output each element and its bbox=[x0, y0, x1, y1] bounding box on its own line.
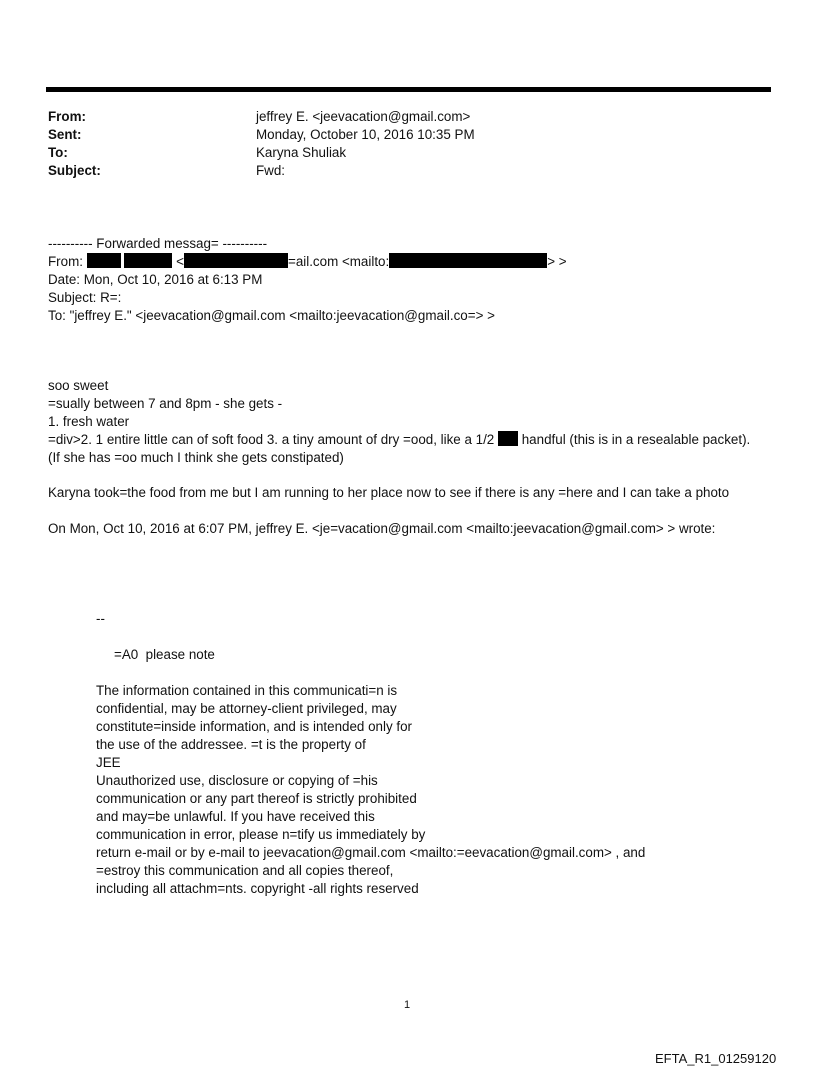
sent-value: Monday, October 10, 2016 10:35 PM bbox=[256, 127, 475, 142]
signature-note: =A0 please note bbox=[114, 647, 215, 662]
body-line4-part-a: =div>2. 1 entire little can of soft food 3. a tiny amount of dry =ood, like a 1/2 bbox=[48, 432, 495, 447]
disclaimer-line: confidential, may be attorney-client privileged, may bbox=[96, 701, 397, 716]
disclaimer-line: communication or any part thereof is strictly prohibited bbox=[96, 791, 417, 806]
redaction-box bbox=[87, 253, 121, 268]
redaction-box bbox=[389, 253, 547, 268]
body-line: soo sweet bbox=[48, 378, 109, 393]
body-line: 1. fresh water bbox=[48, 414, 130, 429]
header-rule bbox=[46, 87, 771, 92]
disclaimer-line: the use of the addressee. =t is the property of bbox=[96, 737, 366, 752]
body-line: Karyna took=the food from me but I am running to her place now to see if there is any =here and I can take a photo bbox=[48, 485, 730, 500]
redaction-box bbox=[184, 253, 288, 268]
body-line-redacted bbox=[48, 431, 750, 449]
forward-separator: ---------- Forwarded messag= ---------- bbox=[48, 236, 268, 251]
document-id: EFTA_R1_01259120 bbox=[655, 1051, 777, 1066]
disclaimer-line: =estroy this communication and all copies thereof, bbox=[96, 863, 394, 878]
forward-from-middle: =ail.com <mailto: bbox=[288, 254, 390, 269]
redaction-box bbox=[498, 431, 518, 446]
signature-dashes: -- bbox=[96, 611, 105, 626]
forward-subject: Subject: R=: bbox=[48, 290, 122, 305]
sent-label: Sent: bbox=[48, 127, 82, 142]
redaction-box bbox=[124, 253, 172, 268]
disclaimer-line: Unauthorized use, disclosure or copying of =his bbox=[96, 773, 378, 788]
subject-value: Fwd: bbox=[256, 163, 286, 178]
forward-from-line bbox=[48, 253, 567, 271]
forward-from-prefix: From: bbox=[48, 254, 83, 269]
to-label: To: bbox=[48, 145, 68, 160]
disclaimer-line: communication in error, please n=tify us immediately by bbox=[96, 827, 426, 842]
forward-to: To: "jeffrey E." <jeevacation@gmail.com <mailto:jeevacation@gmail.co=> > bbox=[48, 308, 495, 323]
quoted-intro: On Mon, Oct 10, 2016 at 6:07 PM, jeffrey E. <je=vacation@gmail.com <mailto:jeevacation@gmail.com> > wrote: bbox=[48, 521, 716, 536]
disclaimer-line: constitute=inside information, and is intended only for bbox=[96, 719, 412, 734]
forward-from-lt: < bbox=[176, 254, 184, 269]
from-label: From: bbox=[48, 109, 86, 124]
disclaimer-line: return e-mail or by e-mail to jeevacation@gmail.com <mailto:=eevacation@gmail.com> , and bbox=[96, 845, 646, 860]
disclaimer-text bbox=[96, 682, 645, 898]
disclaimer-line: including all attachm=nts. copyright -all rights reserved bbox=[96, 881, 419, 896]
subject-label: Subject: bbox=[48, 163, 101, 178]
body-line4-part-b: handful (this is in a resealable packet). bbox=[521, 432, 751, 447]
forward-date: Date: Mon, Oct 10, 2016 at 6:13 PM bbox=[48, 272, 263, 287]
disclaimer-line: The information contained in this communicati=n is bbox=[96, 683, 398, 698]
to-value: Karyna Shuliak bbox=[256, 145, 347, 160]
disclaimer-line: JEE bbox=[96, 755, 121, 770]
from-value: jeffrey E. <jeevacation@gmail.com> bbox=[256, 109, 471, 124]
body-line: =sually between 7 and 8pm - she gets - bbox=[48, 396, 283, 411]
disclaimer-line: and may=be unlawful. If you have received this bbox=[96, 809, 375, 824]
body-line: (If she has =oo much I think she gets constipated) bbox=[48, 450, 344, 465]
page-number: 1 bbox=[404, 999, 411, 1011]
forward-from-end: > > bbox=[547, 254, 567, 269]
